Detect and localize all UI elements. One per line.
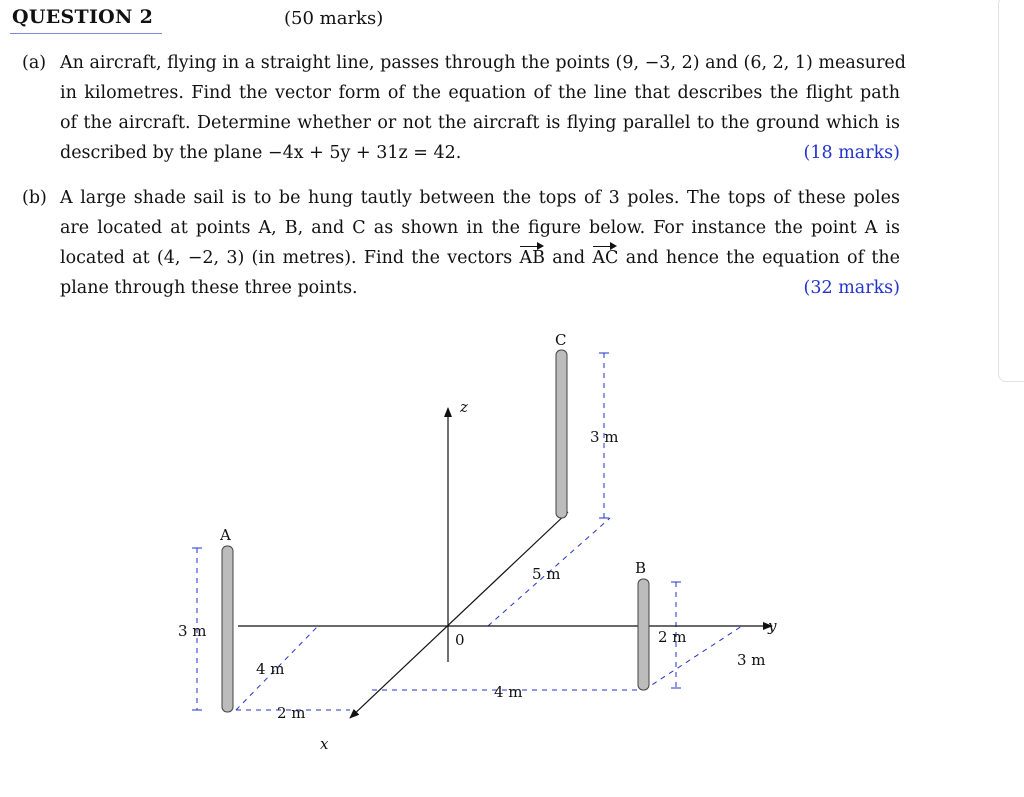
point-a-label: A [220, 526, 231, 544]
part-b-line-3-start: located at (4, −2, 3) (in metres). Find the vectors [60, 248, 513, 268]
dim-b-x: 3 m [737, 651, 766, 669]
dim-b-y: 4 m [494, 683, 523, 701]
x-axis [350, 512, 568, 718]
question-title: QUESTION 2 [12, 6, 154, 28]
dim-a-y: 4 m [256, 660, 285, 678]
dim-a-x: 2 m [277, 704, 306, 722]
part-a-line-3: of the aircraft. Determine whether or not the aircraft is flying parallel to the ground which is [60, 113, 900, 133]
dimension-guides [197, 353, 742, 710]
part-b-line-4: plane through these three points. [60, 278, 358, 298]
part-a-line-4: described by the plane −4x + 5y + 31z = 42. [60, 143, 462, 163]
question-total-marks: (50 marks) [284, 8, 384, 29]
part-b-line-3-end: and hence the equation of the [625, 248, 900, 268]
part-a-label: (a) [22, 53, 47, 73]
vector-ac: AC [592, 243, 618, 273]
point-b-label: B [635, 559, 647, 577]
part-a-line-2: in kilometres. Find the vector form of the equation of the line that describes the flight path [60, 83, 900, 103]
point-c-label: C [555, 331, 567, 349]
y-axis-label: y [768, 617, 777, 635]
part-a-marks: (18 marks) [803, 143, 900, 163]
part-a-line-1: An aircraft, flying in a straight line, passes through the points (9, −3, 2) and (6, 2, 1) measured [60, 53, 906, 73]
dim-b-height: 2 m [658, 628, 687, 646]
part-b-line-2: are located at points A, B, and C as shown in the figure below. For instance the point A is [60, 218, 900, 238]
pole-a [222, 546, 233, 712]
dim-c-x: 5 m [532, 565, 561, 583]
axes [238, 408, 772, 718]
dim-a-height: 3 m [178, 622, 207, 640]
part-b-line-3-and: and [552, 248, 586, 268]
part-b-marks: (32 marks) [803, 278, 900, 298]
dimension-ticks [192, 353, 681, 710]
origin-label: 0 [455, 631, 465, 649]
pole-c [556, 350, 567, 518]
pole-b [638, 579, 649, 690]
part-b-line-1: A large shade sail is to be hung tautly between the tops of 3 poles. The tops of these poles [60, 188, 900, 208]
vector-ab: AB [519, 243, 545, 273]
part-b-label: (b) [22, 188, 47, 208]
poles [222, 350, 649, 712]
dim-c-height: 3 m [590, 428, 619, 446]
z-axis-label: z [460, 398, 468, 416]
x-axis-label: x [320, 735, 329, 753]
